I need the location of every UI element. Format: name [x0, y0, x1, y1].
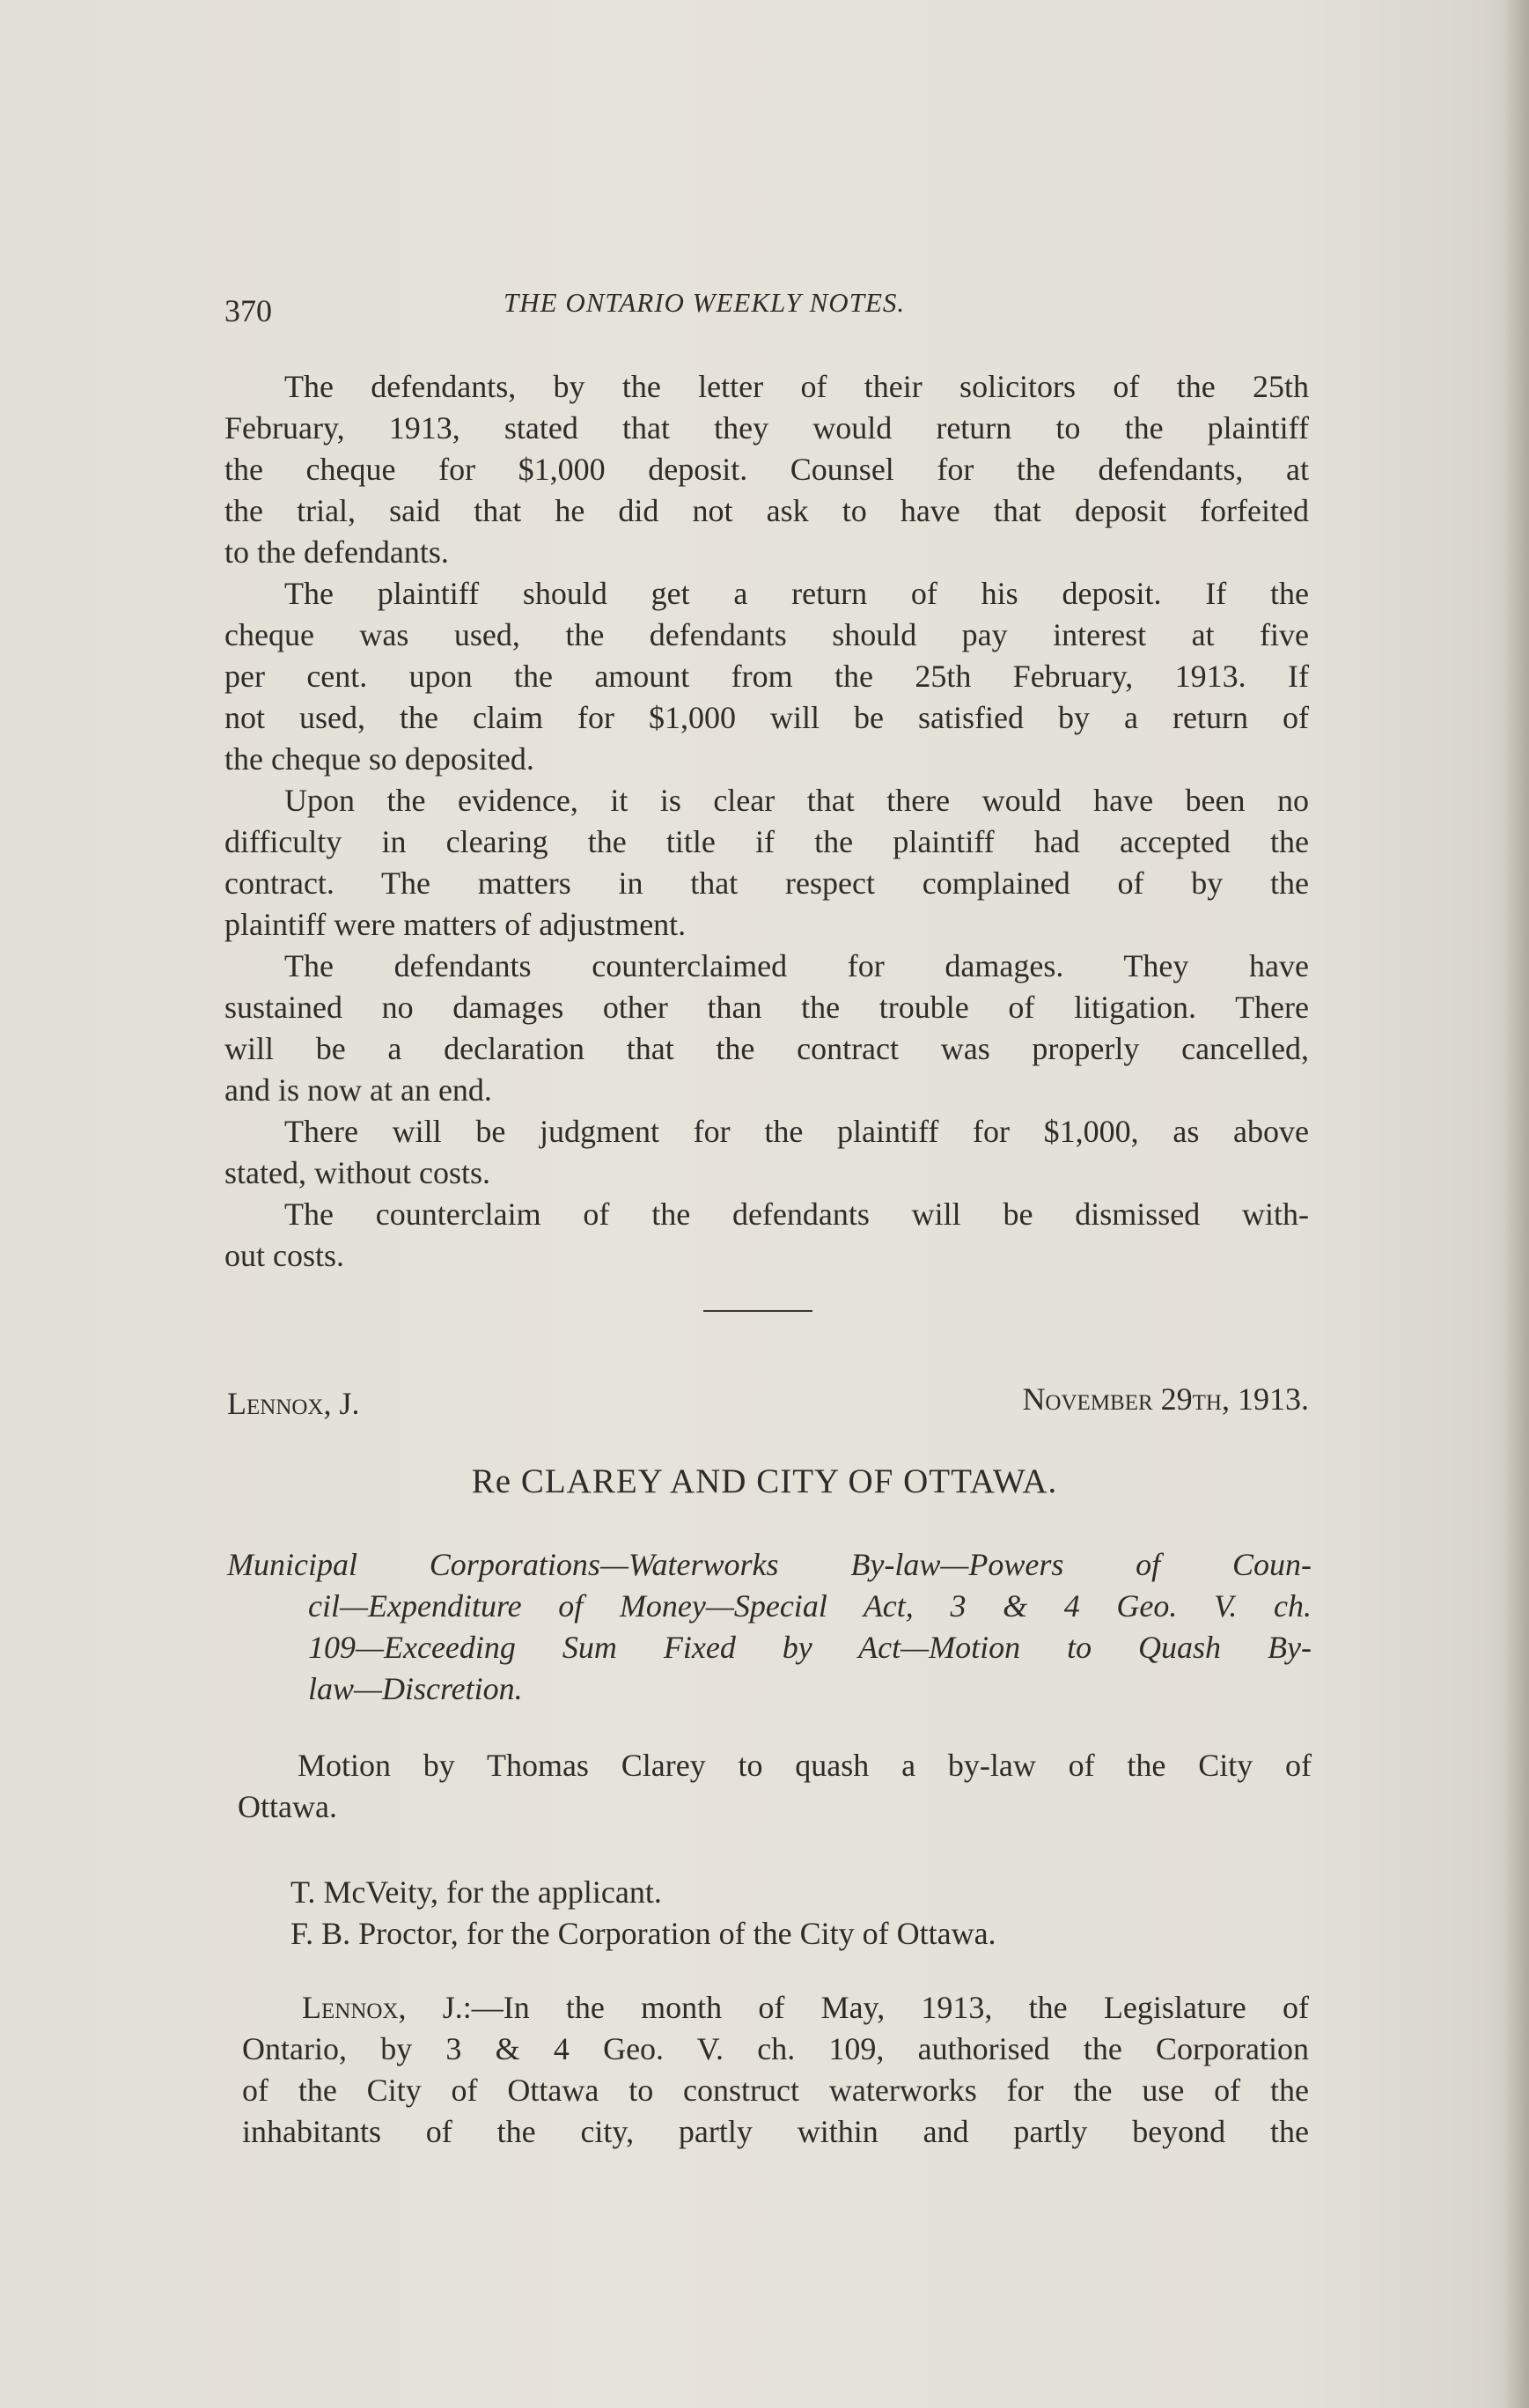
headnote — [227, 1544, 1312, 1710]
text-line: out costs. — [224, 1238, 345, 1273]
text-line: per cent. upon the amount from the 25th February, 1913. If — [224, 659, 1309, 694]
previous-case-text — [224, 366, 1309, 1277]
text-line: of the City of Ottawa to construct waterworks for the use of the — [242, 2073, 1309, 2108]
text-line: The defendants, by the letter of their solicitors of the 25th — [284, 369, 1309, 404]
text-line: cheque was used, the defendants should pay interest at five — [224, 617, 1309, 652]
text-line: February, 1913, stated that they would return to the plaintiff — [224, 410, 1309, 446]
section-divider — [703, 1310, 812, 1312]
headnote-line: Municipal Corporations—Waterworks By-law—Powers of Coun- — [227, 1547, 1312, 1582]
case-title: Re CLAREY AND CITY OF OTTAWA. — [471, 1462, 1058, 1500]
text-line: not used, the claim for $1,000 will be satisfied by a return of — [224, 700, 1309, 735]
judgment-text — [242, 1987, 1309, 2153]
motion-paragraph — [238, 1745, 1312, 1828]
page-number: 370 — [224, 293, 272, 328]
counsel-applicant: T. McVeity, for the applicant. — [290, 1874, 662, 1910]
text-line: the cheque for $1,000 deposit. Counsel for the defendants, at — [224, 452, 1309, 487]
judge-name: Lennox, J. — [227, 1386, 360, 1421]
text-line: contract. The matters in that respect complained of by the — [224, 865, 1309, 901]
judge-name-inline: Lennox, J. — [302, 1990, 463, 2025]
text-line: and is now at an end. — [224, 1072, 492, 1108]
text-line: The counterclaim of the defendants will be dismissed with- — [284, 1197, 1309, 1232]
text-line: Ontario, by 3 & 4 Geo. V. ch. 109, authorised the Corporation — [242, 2031, 1309, 2066]
decision-date: November 29th, 1913. — [1022, 1381, 1309, 1417]
text-line: Upon the evidence, it is clear that there would have been no — [284, 783, 1309, 818]
counsel-list — [290, 1872, 996, 1955]
text-line: the cheque so deposited. — [224, 741, 534, 777]
text-line: sustained no damages other than the trouble of litigation. There — [224, 990, 1309, 1025]
text-line: The plaintiff should get a return of his deposit. If the — [284, 576, 1309, 611]
text-line: plaintiff were matters of adjustment. — [224, 907, 687, 942]
text-line: difficulty in clearing the title if the plaintiff had accepted the — [224, 824, 1309, 859]
headnote-line: law—Discretion. — [308, 1671, 523, 1706]
text-line: Ottawa. — [238, 1789, 337, 1824]
judgment-first-line: :—In the month of May, 1913, the Legislature of — [462, 1990, 1309, 2025]
text-line: will be a declaration that the contract was properly cancelled, — [224, 1031, 1309, 1066]
counsel-respondent: F. B. Proctor, for the Corporation of the City of Ottawa. — [290, 1916, 996, 1951]
text-line: the trial, said that he did not ask to have that deposit forfeited — [224, 493, 1309, 528]
text-line: inhabitants of the city, partly within and partly beyond the — [242, 2114, 1309, 2149]
text-line: stated, without costs. — [224, 1155, 490, 1190]
text-line: to the defendants. — [224, 534, 449, 570]
page-edge-shadow — [1504, 0, 1529, 2408]
headnote-line: 109—Exceeding Sum Fixed by Act—Motion to Quash By- — [308, 1630, 1312, 1665]
headnote-line: cil—Expenditure of Money—Special Act, 3 & 4 Geo. V. ch. — [308, 1588, 1312, 1624]
text-line: Motion by Thomas Clarey to quash a by-law of the City of — [298, 1748, 1312, 1783]
text-line: The defendants counterclaimed for damages. They have — [284, 948, 1309, 983]
text-line: There will be judgment for the plaintiff for $1,000, as above — [284, 1114, 1309, 1149]
running-head: THE ONTARIO WEEKLY NOTES. — [504, 287, 906, 318]
text-line — [242, 1987, 1309, 2029]
